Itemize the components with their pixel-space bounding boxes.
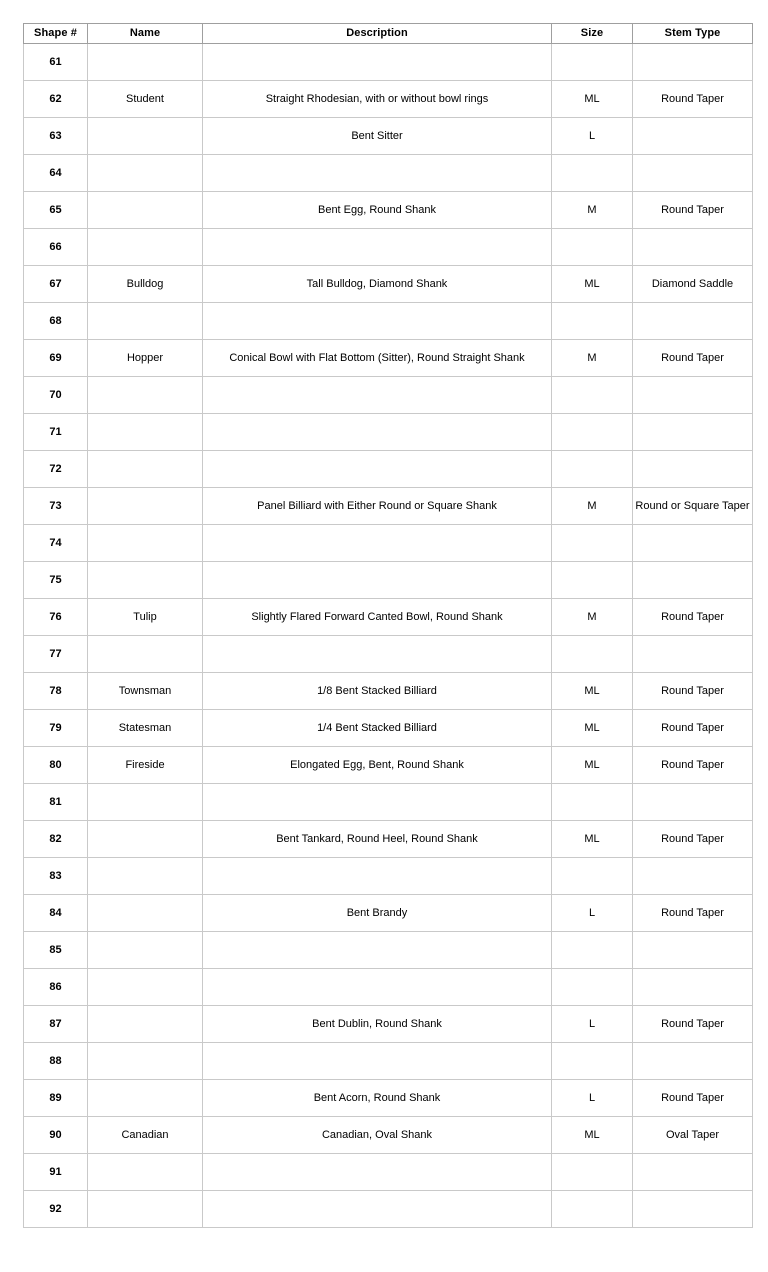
cell-description: Bent Acorn, Round Shank	[203, 1080, 552, 1117]
cell-shape-number: 65	[24, 192, 88, 229]
cell-stem-type: Round Taper	[633, 599, 753, 636]
cell-stem-type: Round Taper	[633, 81, 753, 118]
cell-description: Bent Dublin, Round Shank	[203, 1006, 552, 1043]
cell-name	[88, 192, 203, 229]
cell-stem-type: Round Taper	[633, 895, 753, 932]
column-header-shape-number: Shape #	[24, 24, 88, 44]
cell-name	[88, 1080, 203, 1117]
cell-name	[88, 1043, 203, 1080]
cell-shape-number: 87	[24, 1006, 88, 1043]
cell-stem-type: Oval Taper	[633, 1117, 753, 1154]
cell-size	[552, 636, 633, 673]
cell-description: Elongated Egg, Bent, Round Shank	[203, 747, 552, 784]
cell-stem-type	[633, 451, 753, 488]
cell-stem-type	[633, 525, 753, 562]
cell-shape-number: 76	[24, 599, 88, 636]
cell-stem-type	[633, 303, 753, 340]
cell-name	[88, 895, 203, 932]
table-row	[24, 1117, 753, 1154]
table-row	[24, 1154, 753, 1191]
cell-size	[552, 229, 633, 266]
cell-description	[203, 525, 552, 562]
cell-name	[88, 118, 203, 155]
table-row	[24, 192, 753, 229]
cell-stem-type	[633, 932, 753, 969]
cell-shape-number: 69	[24, 340, 88, 377]
cell-description: Straight Rhodesian, with or without bowl rings	[203, 81, 552, 118]
cell-name	[88, 229, 203, 266]
table-row	[24, 599, 753, 636]
column-header-name: Name	[88, 24, 203, 44]
table-row	[24, 81, 753, 118]
cell-size: L	[552, 118, 633, 155]
table-row	[24, 710, 753, 747]
cell-shape-number: 86	[24, 969, 88, 1006]
cell-size: L	[552, 1080, 633, 1117]
cell-stem-type: Round Taper	[633, 821, 753, 858]
table-row	[24, 821, 753, 858]
cell-size	[552, 1043, 633, 1080]
cell-name	[88, 451, 203, 488]
table-row	[24, 1043, 753, 1080]
cell-name	[88, 932, 203, 969]
cell-shape-number: 88	[24, 1043, 88, 1080]
cell-description: Bent Egg, Round Shank	[203, 192, 552, 229]
cell-stem-type	[633, 858, 753, 895]
cell-name	[88, 858, 203, 895]
cell-shape-number: 90	[24, 1117, 88, 1154]
table-container	[23, 23, 752, 1228]
table-row	[24, 488, 753, 525]
table-row	[24, 414, 753, 451]
cell-name	[88, 784, 203, 821]
cell-name	[88, 414, 203, 451]
cell-name	[88, 488, 203, 525]
cell-name	[88, 525, 203, 562]
column-header-stem-type: Stem Type	[633, 24, 753, 44]
cell-description: Canadian, Oval Shank	[203, 1117, 552, 1154]
cell-stem-type: Round Taper	[633, 710, 753, 747]
table-row	[24, 1191, 753, 1228]
cell-description	[203, 562, 552, 599]
cell-description	[203, 229, 552, 266]
cell-shape-number: 72	[24, 451, 88, 488]
table-row	[24, 1006, 753, 1043]
cell-description	[203, 414, 552, 451]
table-row	[24, 303, 753, 340]
cell-stem-type	[633, 414, 753, 451]
cell-stem-type: Round Taper	[633, 340, 753, 377]
table-row	[24, 118, 753, 155]
pipe-shape-reference-table	[23, 23, 753, 1228]
cell-shape-number: 74	[24, 525, 88, 562]
cell-description	[203, 1154, 552, 1191]
cell-name: Bulldog	[88, 266, 203, 303]
cell-size	[552, 451, 633, 488]
table-row	[24, 636, 753, 673]
table-row	[24, 340, 753, 377]
cell-shape-number: 61	[24, 44, 88, 81]
cell-size: M	[552, 599, 633, 636]
cell-description	[203, 858, 552, 895]
cell-name	[88, 1006, 203, 1043]
cell-size: M	[552, 192, 633, 229]
cell-size	[552, 525, 633, 562]
cell-stem-type: Round Taper	[633, 192, 753, 229]
cell-name	[88, 155, 203, 192]
table-row	[24, 858, 753, 895]
cell-name: Hopper	[88, 340, 203, 377]
column-header-description: Description	[203, 24, 552, 44]
cell-description: Bent Tankard, Round Heel, Round Shank	[203, 821, 552, 858]
cell-size	[552, 858, 633, 895]
cell-size: ML	[552, 1117, 633, 1154]
cell-size: ML	[552, 266, 633, 303]
cell-stem-type: Round Taper	[633, 1080, 753, 1117]
cell-description	[203, 1043, 552, 1080]
cell-shape-number: 75	[24, 562, 88, 599]
table-row	[24, 229, 753, 266]
cell-name: Canadian	[88, 1117, 203, 1154]
cell-size	[552, 932, 633, 969]
cell-shape-number: 66	[24, 229, 88, 266]
cell-size	[552, 784, 633, 821]
cell-shape-number: 80	[24, 747, 88, 784]
cell-stem-type	[633, 118, 753, 155]
cell-shape-number: 82	[24, 821, 88, 858]
table-body	[24, 44, 753, 1228]
cell-description	[203, 303, 552, 340]
cell-size: M	[552, 340, 633, 377]
cell-size	[552, 44, 633, 81]
cell-name	[88, 303, 203, 340]
cell-stem-type	[633, 1191, 753, 1228]
cell-description	[203, 932, 552, 969]
cell-description: Bent Brandy	[203, 895, 552, 932]
cell-size: ML	[552, 81, 633, 118]
cell-name	[88, 636, 203, 673]
cell-size	[552, 303, 633, 340]
cell-description: Bent Sitter	[203, 118, 552, 155]
cell-stem-type: Diamond Saddle	[633, 266, 753, 303]
table-row	[24, 44, 753, 81]
table-row	[24, 784, 753, 821]
cell-stem-type	[633, 784, 753, 821]
table-row	[24, 525, 753, 562]
cell-shape-number: 62	[24, 81, 88, 118]
cell-shape-number: 91	[24, 1154, 88, 1191]
table-row	[24, 266, 753, 303]
table-row	[24, 932, 753, 969]
cell-stem-type	[633, 377, 753, 414]
cell-size: L	[552, 1006, 633, 1043]
cell-size	[552, 562, 633, 599]
cell-stem-type	[633, 44, 753, 81]
table-row	[24, 1080, 753, 1117]
cell-shape-number: 92	[24, 1191, 88, 1228]
cell-stem-type	[633, 229, 753, 266]
cell-size: ML	[552, 673, 633, 710]
cell-description	[203, 1191, 552, 1228]
cell-shape-number: 81	[24, 784, 88, 821]
cell-name	[88, 1154, 203, 1191]
cell-description	[203, 451, 552, 488]
cell-description: Slightly Flared Forward Canted Bowl, Round Shank	[203, 599, 552, 636]
cell-shape-number: 63	[24, 118, 88, 155]
cell-description	[203, 44, 552, 81]
cell-stem-type: Round Taper	[633, 747, 753, 784]
cell-stem-type: Round or Square Taper	[633, 488, 753, 525]
cell-name	[88, 969, 203, 1006]
cell-size	[552, 1154, 633, 1191]
cell-size	[552, 414, 633, 451]
cell-description	[203, 636, 552, 673]
cell-stem-type: Round Taper	[633, 673, 753, 710]
cell-name: Statesman	[88, 710, 203, 747]
cell-shape-number: 71	[24, 414, 88, 451]
table-row	[24, 969, 753, 1006]
cell-description	[203, 784, 552, 821]
cell-description	[203, 155, 552, 192]
cell-description: Panel Billiard with Either Round or Square Shank	[203, 488, 552, 525]
cell-stem-type	[633, 1043, 753, 1080]
cell-name	[88, 562, 203, 599]
cell-size: M	[552, 488, 633, 525]
cell-stem-type	[633, 155, 753, 192]
cell-shape-number: 78	[24, 673, 88, 710]
cell-size	[552, 969, 633, 1006]
cell-size	[552, 1191, 633, 1228]
cell-name: Tulip	[88, 599, 203, 636]
header-row	[24, 24, 753, 44]
cell-size: ML	[552, 710, 633, 747]
cell-shape-number: 73	[24, 488, 88, 525]
cell-shape-number: 77	[24, 636, 88, 673]
cell-shape-number: 70	[24, 377, 88, 414]
cell-description: Conical Bowl with Flat Bottom (Sitter), Round Straight Shank	[203, 340, 552, 377]
table-row	[24, 377, 753, 414]
cell-shape-number: 85	[24, 932, 88, 969]
cell-stem-type	[633, 969, 753, 1006]
table-row	[24, 451, 753, 488]
cell-size	[552, 155, 633, 192]
cell-stem-type: Round Taper	[633, 1006, 753, 1043]
cell-name: Townsman	[88, 673, 203, 710]
cell-size	[552, 377, 633, 414]
cell-shape-number: 64	[24, 155, 88, 192]
table-row	[24, 562, 753, 599]
table-row	[24, 747, 753, 784]
table-header	[24, 24, 753, 44]
cell-stem-type	[633, 562, 753, 599]
cell-size: ML	[552, 821, 633, 858]
cell-shape-number: 83	[24, 858, 88, 895]
cell-stem-type	[633, 1154, 753, 1191]
cell-shape-number: 67	[24, 266, 88, 303]
table-row	[24, 673, 753, 710]
cell-name	[88, 44, 203, 81]
column-header-size: Size	[552, 24, 633, 44]
cell-stem-type	[633, 636, 753, 673]
cell-size: L	[552, 895, 633, 932]
cell-shape-number: 84	[24, 895, 88, 932]
table-row	[24, 895, 753, 932]
cell-name	[88, 821, 203, 858]
cell-shape-number: 89	[24, 1080, 88, 1117]
table-row	[24, 155, 753, 192]
cell-name	[88, 377, 203, 414]
cell-description	[203, 969, 552, 1006]
cell-description: 1/4 Bent Stacked Billiard	[203, 710, 552, 747]
cell-shape-number: 79	[24, 710, 88, 747]
cell-name: Fireside	[88, 747, 203, 784]
cell-description	[203, 377, 552, 414]
cell-name	[88, 1191, 203, 1228]
cell-name: Student	[88, 81, 203, 118]
cell-shape-number: 68	[24, 303, 88, 340]
cell-description: Tall Bulldog, Diamond Shank	[203, 266, 552, 303]
cell-size: ML	[552, 747, 633, 784]
cell-description: 1/8 Bent Stacked Billiard	[203, 673, 552, 710]
